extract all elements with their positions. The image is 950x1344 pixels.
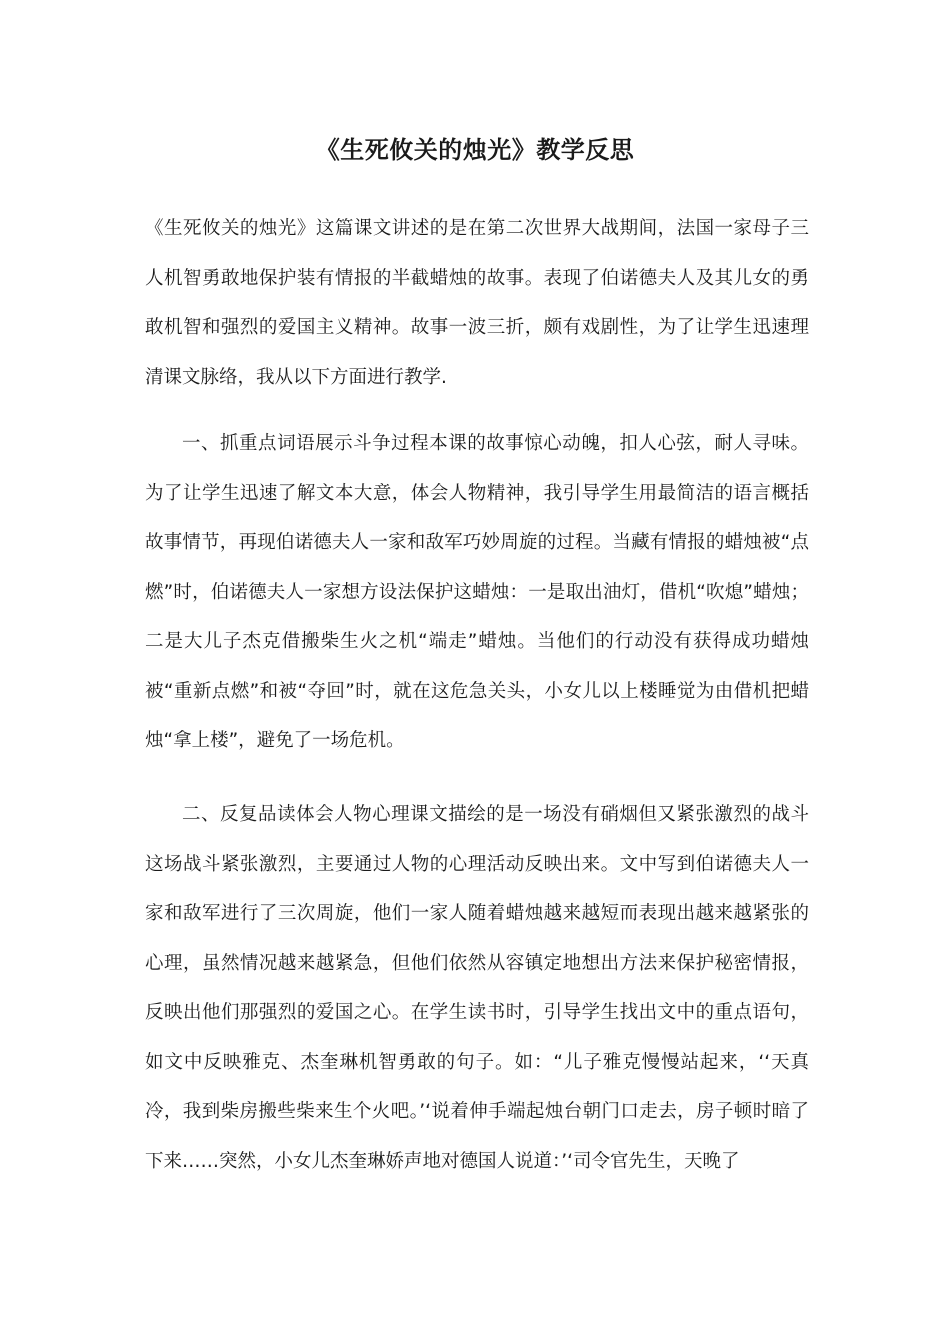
paragraph-intro: 《生死攸关的烛光》这篇课文讲述的是在第二次世界大战期间，法国一家母子三人机智勇敢地保护装有情报的半截蜡烛的故事。表现了伯诺德夫人及其儿女的勇敢机智和强烈的爱国主义精神。故事一波三折，颇有戏剧性，为了让学生迅速理清课文脉络，我从以下方面进行教学.	[145, 218, 809, 388]
document-title: 《生死攸关的烛光》教学反思	[315, 136, 635, 164]
paragraph-section-two: 二、反复品读体会人物心理课文描绘的是一场没有硝烟但又紧张激烈的战斗这场战斗紧张激烈，主要通过人物的心理活动反映出来。文中写到伯诺德夫人一家和敌军进行了三次周旋，他们一家人随着蜡烛越来越短而表现出越来越紧张的心理，虽然情况越来越紧急，但他们依然从容镇定地想出方法来保护秘密情报，反映出他们那强烈的爱国之心。在学生读书时，引导学生找出文中的重点语句，如文中反映雅克、杰奎琳机智勇敢的句子。如：“儿子雅克慢慢站起来，‘‘天真冷，我到柴房搬些柴来生个火吧。’‘说着伸手端起烛台朝门口走去，房子顿时暗了下来……突然，小女儿杰奎琳娇声地对德国人说道：’‘司令官先生，天晚了	[145, 804, 809, 1172]
paragraph-section-one: 一、抓重点词语展示斗争过程本课的故事惊心动魄，扣人心弦，耐人寻味。为了让学生迅速了解文本大意，体会人物精神，我引导学生用最简洁的语言概括故事情节，再现伯诺德夫人一家和敌军巧妙周旋的过程。当藏有情报的蜡烛被“点燃”时，伯诺德夫人一家想方设法保护这蜡烛：一是取出油灯，借机“吹熄”蜡烛；二是大儿子杰克借搬柴生火之机“端走”蜡烛。当他们的行动没有获得成功蜡烛被“重新点燃”和被“夺回”时，就在这危急关头，小女儿以上楼睡觉为由借机把蜡烛“拿上楼”，避免了一场危机。	[145, 433, 809, 751]
